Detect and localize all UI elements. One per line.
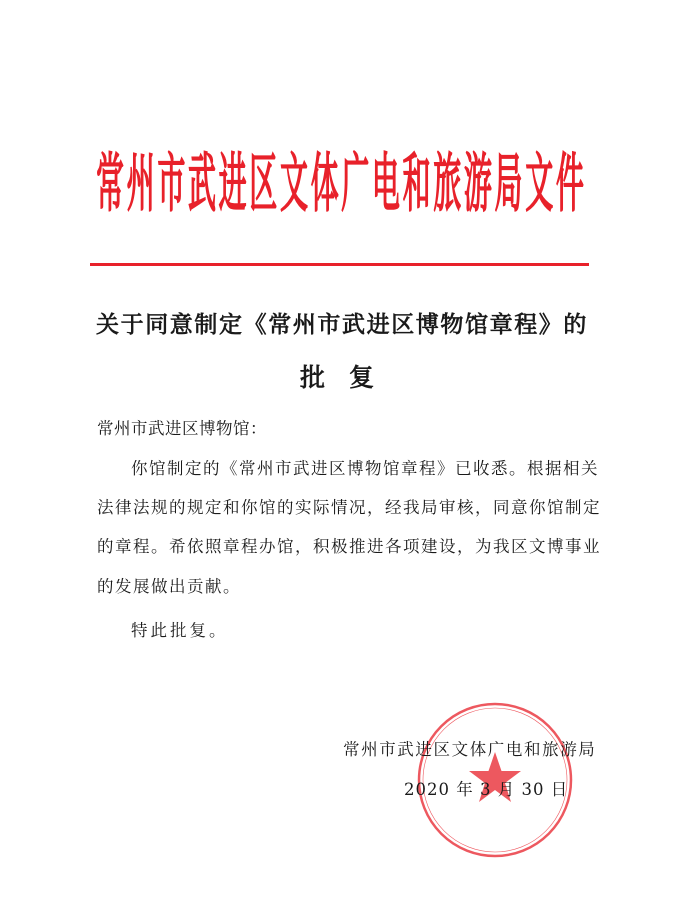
signature-org: 常州市武进区文体广电和旅游局: [343, 740, 597, 759]
header-char: 常: [96, 145, 125, 222]
document-title: 关于同意制定《常州市武进区博物馆章程》的: [96, 311, 588, 338]
document-title-line2: 批复: [300, 363, 399, 392]
header-char: 文: [525, 145, 554, 222]
document-header: [96, 140, 584, 230]
header-char: 进: [218, 145, 247, 222]
body-line: 你馆制定的《常州市武进区博物馆章程》已收悉。根据相关: [131, 459, 599, 478]
header-char: 游: [463, 145, 492, 222]
header-char: 市: [157, 145, 186, 222]
header-char: 件: [555, 145, 584, 222]
closing: 特此批复。: [131, 621, 229, 640]
header-char: 局: [494, 145, 523, 222]
body-line: 的章程。希依照章程办馆，积极推进各项建设，为我区文博事业: [97, 537, 601, 556]
addressee: 常州市武进区博物馆：: [97, 419, 267, 438]
body-line: 的发展做出贡献。: [97, 577, 241, 596]
header-char: 广: [341, 145, 370, 222]
header-char: 电: [371, 145, 400, 222]
body-line: 法律法规的规定和你馆的实际情况，经我局审核，同意你馆制定: [97, 498, 601, 517]
header-char: 体: [310, 145, 339, 222]
header-char: 州: [126, 145, 155, 222]
header-divider: [90, 263, 589, 266]
header-char: 旅: [433, 145, 462, 222]
header-char: 武: [187, 145, 216, 222]
header-char: 区: [249, 145, 278, 222]
header-char: 和: [402, 145, 431, 222]
header-char: 文: [279, 145, 308, 222]
signature-date: 2020 年 3 月 30 日: [404, 780, 569, 799]
